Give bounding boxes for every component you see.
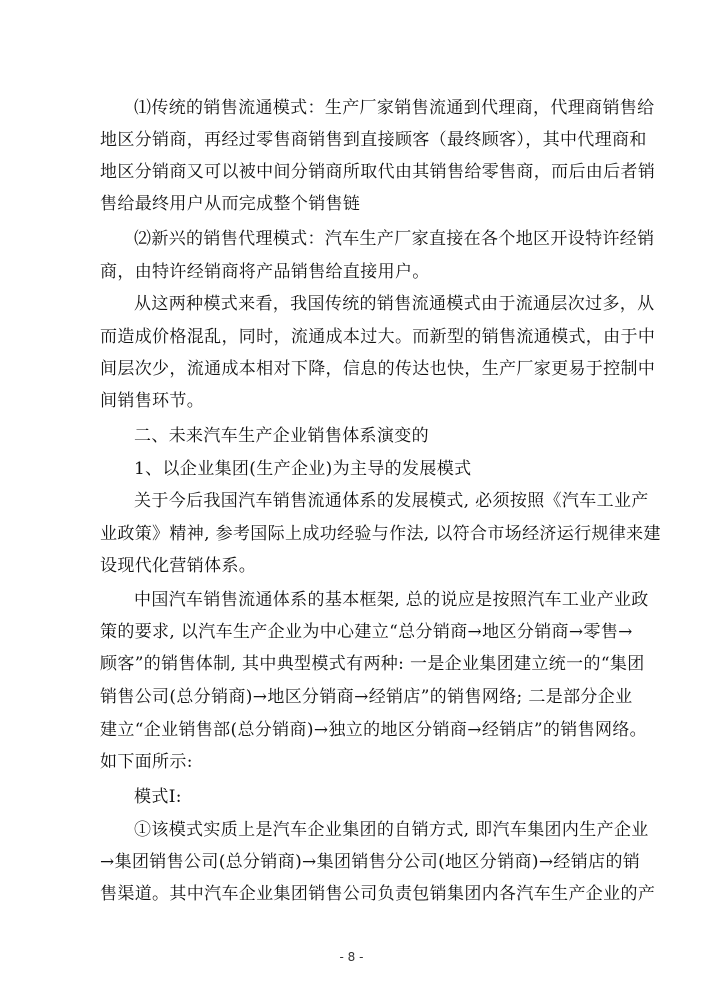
text-line: 售给最终用户从而完成整个销售链 (100, 194, 361, 214)
text-line: 间销售环节。 (100, 391, 205, 411)
text-line: 售渠道。其中汽车企业集团销售公司负责包销集团内各汽车生产企业的产 (100, 884, 656, 904)
text-line: ⑴传统的销售流通模式：生产厂家销售流通到代理商，代理商销售给 (134, 98, 655, 118)
mode-heading: 模式Ⅰ: (134, 787, 182, 807)
text-line: 地区分销商，再经过零售商销售到直接顾客（最终顾客），其中代理商和 (100, 130, 647, 150)
section-heading: 二、未来汽车生产企业销售体系演变的 (134, 426, 429, 446)
text-line: 设现代化营销体系。 (100, 556, 257, 576)
text-line: 关于今后我国汽车销售流通体系的发展模式, 必须按照《汽车工业产 (134, 491, 649, 511)
text-line: 商，由特许经销商将产品销售给直接用户。 (100, 262, 430, 282)
text-line: 销售公司(总分销商)→地区分销商→经销店”的销售网络; 二是部分企业 (100, 687, 633, 707)
subsection-heading: 1、以企业集团(生产企业)为主导的发展模式 (134, 459, 472, 479)
text-line: 而造成价格混乱，同时，流通成本过大。而新型的销售流通模式，由于中 (100, 327, 656, 347)
text-line: 顾客”的销售体制, 其中典型模式有两种: 一是企业集团建立统一的“集团 (100, 654, 645, 674)
page-number: - 8 - (339, 950, 364, 964)
text-line: 业政策》精神, 参考国际上成功经验与作法, 以符合市场经济运行规律来建 (100, 524, 661, 544)
text-line: 如下面所示: (100, 752, 193, 772)
text-line: 从这两种模式来看，我国传统的销售流通模式由于流通层次过多，从 (134, 294, 655, 314)
text-line: 间层次少，流通成本相对下降，信息的传达也快，生产厂家更易于控制中 (100, 359, 656, 379)
text-line: 地区分销商又可以被中间分销商所取代由其销售给零售商，而后由后者销 (100, 162, 656, 182)
text-line: 建立“企业销售部(总分销商)→独立的地区分销商→经销店”的销售网络。 (100, 720, 648, 740)
text-line: 策的要求, 以汽车生产企业为中心建立“总分销商→地区分销商→零售→ (100, 622, 633, 642)
text-line: 中国汽车销售流通体系的基本框架, 总的说应是按照汽车工业产业政 (134, 590, 649, 610)
text-line: ①该模式实质上是汽车企业集团的自销方式, 即汽车集团内生产企业 (134, 820, 649, 840)
text-line: ⑵新兴的销售代理模式：汽车生产厂家直接在各个地区开设特许经销 (134, 229, 655, 249)
text-line: →集团销售公司(总分销商)→集团销售分公司(地区分销商)→经销店的销 (100, 852, 641, 872)
